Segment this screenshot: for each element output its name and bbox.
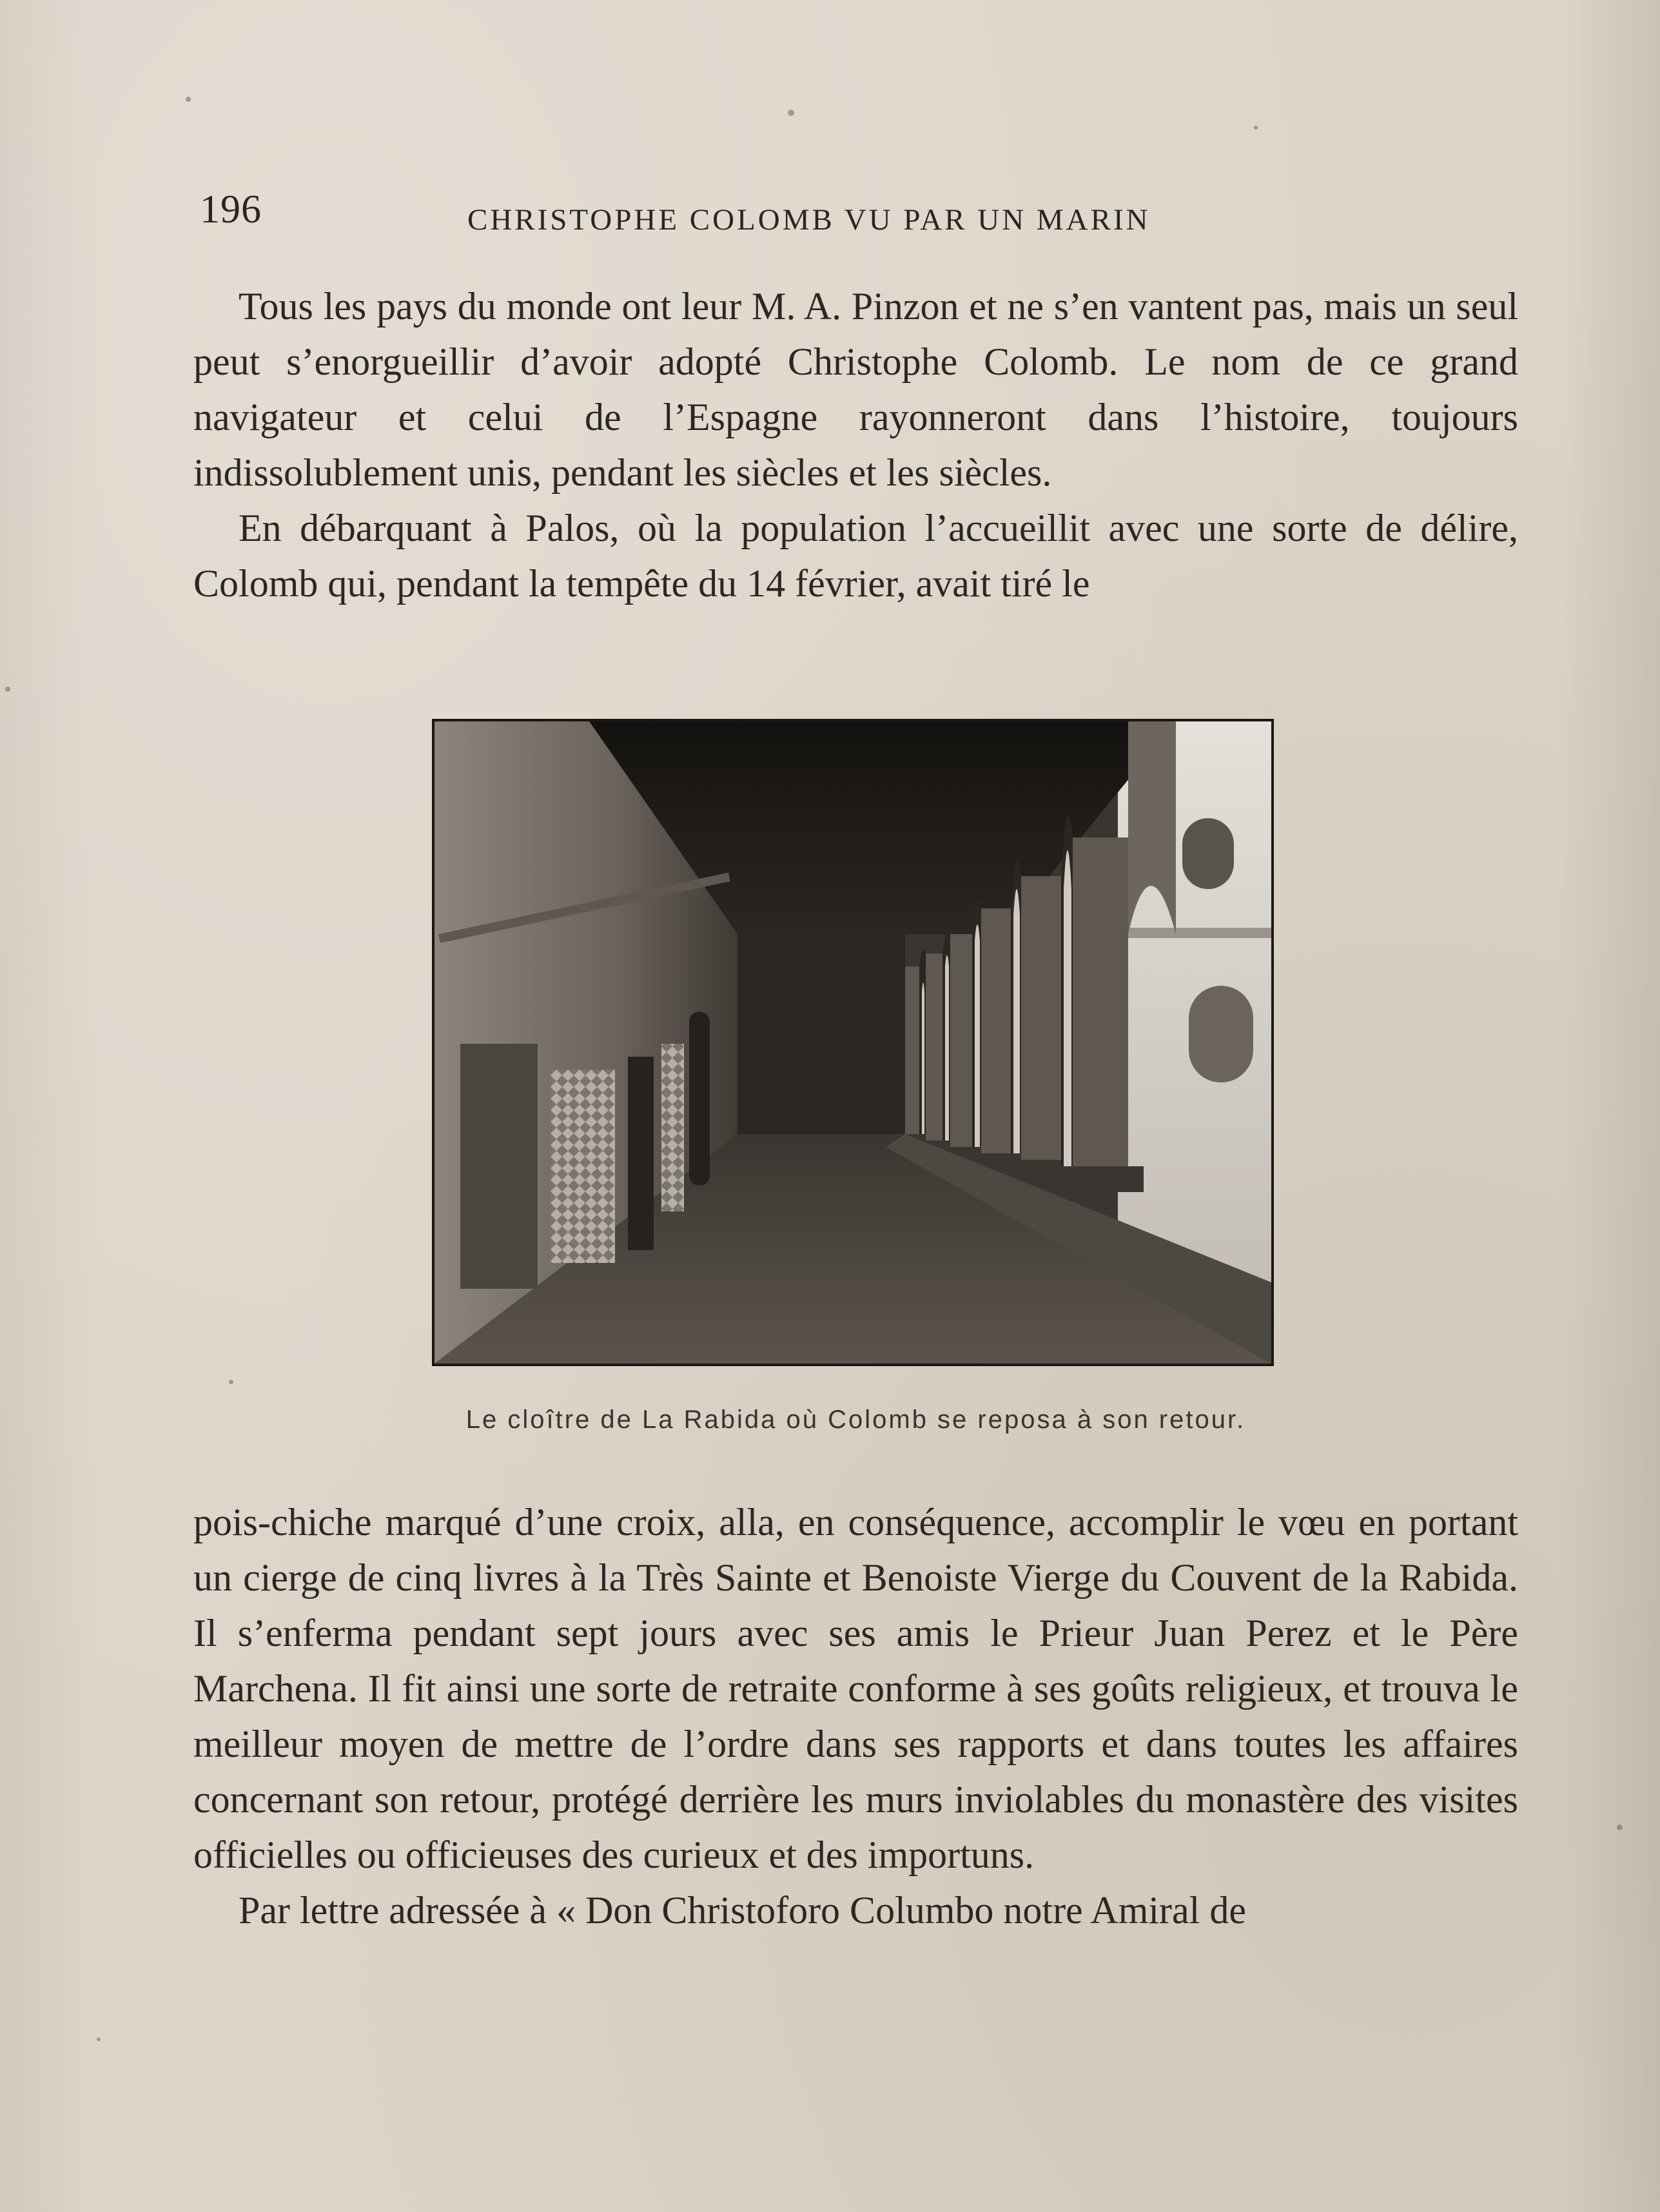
running-title: CHRISTOPHE COLOMB VU PAR UN MARIN — [467, 203, 1151, 237]
body-text-bottom — [193, 1494, 1518, 1938]
paragraph: En débarquant à Palos, où la population l’accueillit avec une sorte de délire, Colomb qui, pendant la tempête du 14 février, avait tiré le — [193, 507, 1518, 605]
paper-speck — [1254, 126, 1258, 130]
page-number: 196 — [200, 188, 262, 231]
paper-speck — [5, 687, 10, 692]
body-text-top — [193, 279, 1518, 611]
paragraph: Par lettre adressée à « Don Christoforo Columbo notre Amiral de — [239, 1889, 1246, 1932]
paper-speck — [229, 1380, 233, 1384]
cloister-photograph — [432, 719, 1274, 1366]
paragraph: pois-chiche marqué d’une croix, alla, en conséquence, accomplir le vœu en portant un cierge de cinq livres à la Très Sainte et Benoiste Vierge du Couvent de la Rabida. Il s’enferma pendant sept jours avec ses amis le Prieur Juan Perez et le Père Marchena. Il fit ainsi une sorte de retraite conforme à ses goûts religieux, et trouva le meilleur moyen de mettre de l’ordre dans ses rapports et dans toutes les affaires concernant son retour, protégé derrière les murs inviolables du monastère des visites officielles ou officieuses des curieux et des importuns. — [193, 1501, 1518, 1876]
paragraph: Tous les pays du monde ont leur M. A. Pinzon et ne s’en vantent pas, mais un seul peut s’enorgueillir d’avoir adopté Christophe Colomb. Le nom de ce grand navigateur et celui de l’Espagne rayonneront dans l’histoire, toujours indissolublement unis, pendant les siècles et les siècles. — [193, 285, 1518, 494]
figure-caption: Le cloître de La Rabida où Colomb se reposa à son retour. — [465, 1405, 1246, 1434]
running-head — [193, 187, 1257, 239]
paper-speck — [186, 97, 191, 102]
paper-speck — [788, 110, 794, 116]
paper-speck — [97, 2037, 101, 2041]
paper-speck — [1617, 1825, 1623, 1830]
